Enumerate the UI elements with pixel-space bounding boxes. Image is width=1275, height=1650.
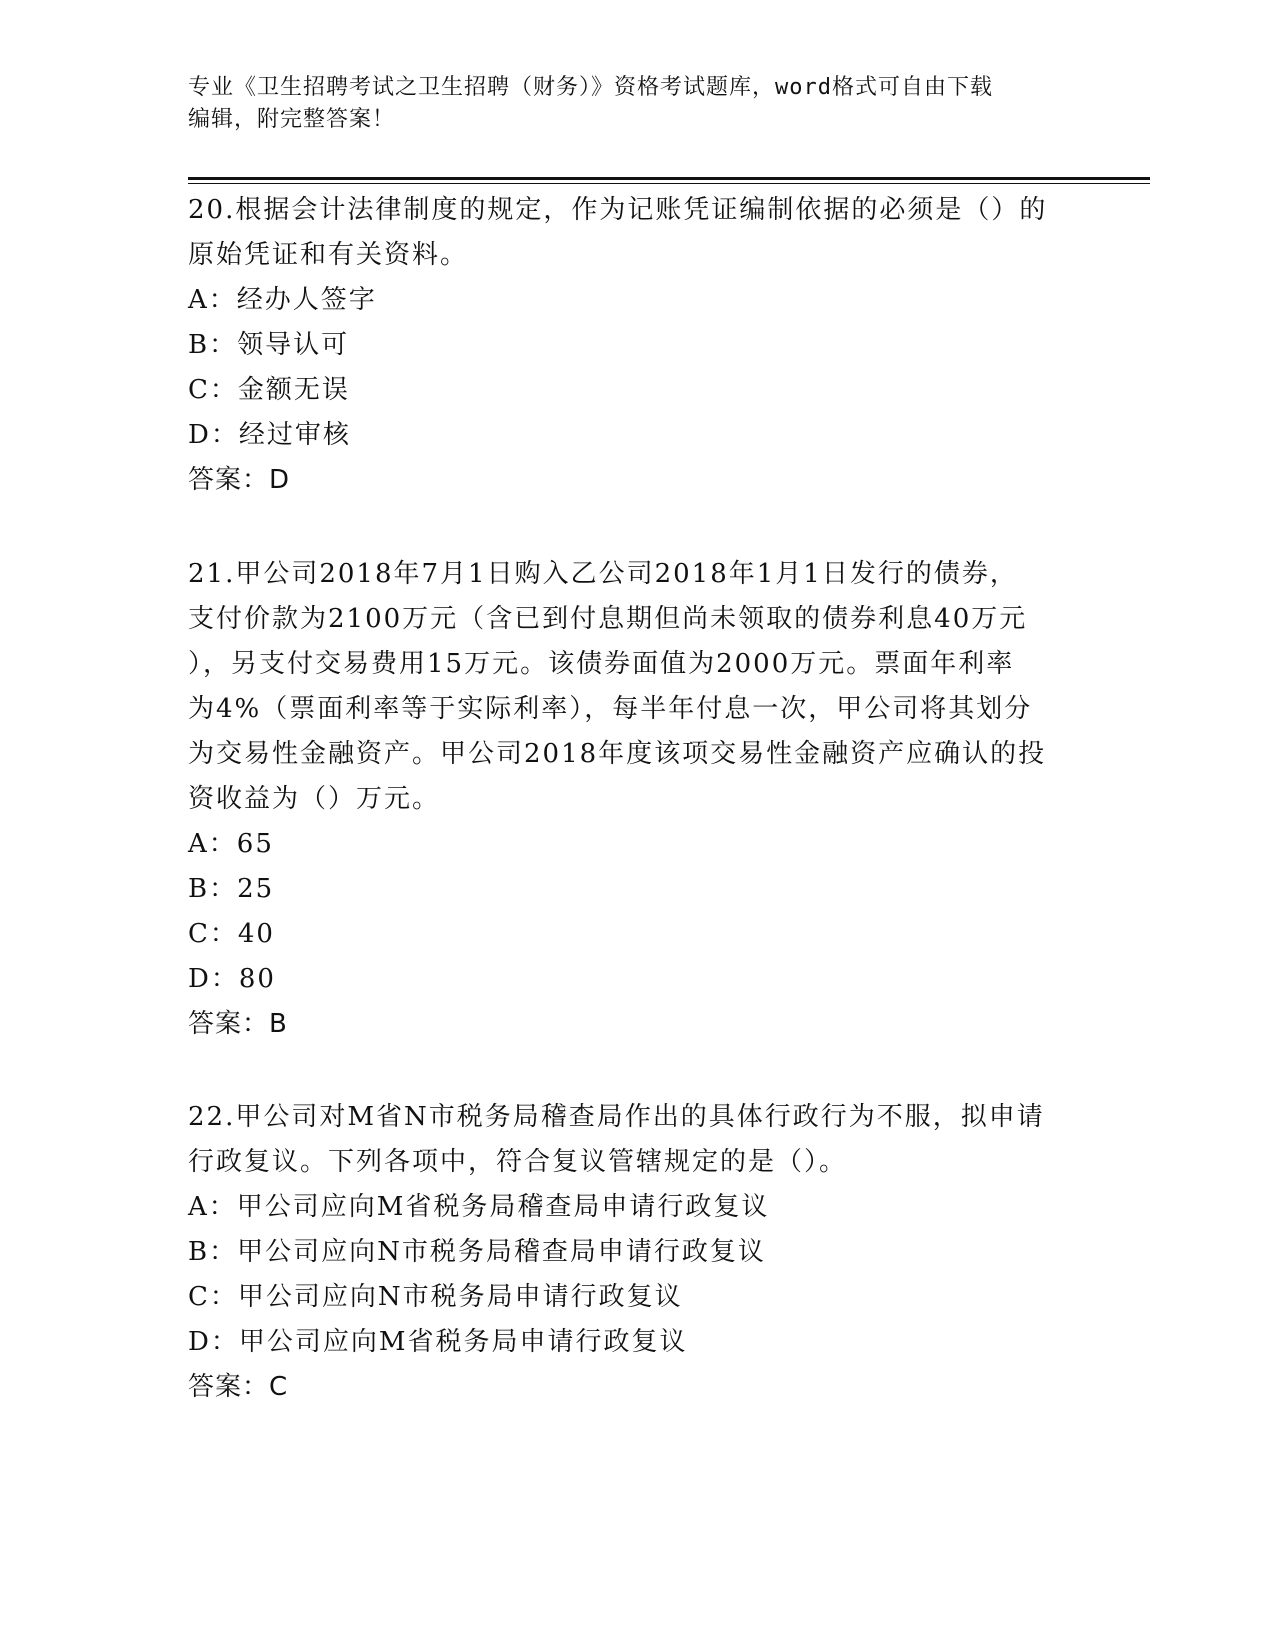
answer: 答案：B [188,1009,288,1039]
option-b: B：25 [188,874,275,904]
option-c: C：40 [188,919,275,949]
answer: 答案：D [188,465,291,495]
option-b: B：甲公司应向N市税务局稽查局申请行政复议 [188,1237,766,1267]
option-d: D：80 [188,964,276,994]
question-21 [188,552,1088,1047]
question-22 [188,1095,1088,1410]
question-stem: 21.甲公司2018年7月1日购入乙公司2018年1月1日发行的债券， 支付价款为2100万元（含已到付息期但尚未领取的债券利息40万元 ），另支付交易费用15万元。该债券面值为2000万元。票面年利率 为4%（票面利率等于实际利率），每半年付息一次，甲公司将其划分 为交易性金融资产。甲公司2018年度该项交易性金融资产应确认的投 资收益为（）万元。 [188,559,1047,814]
document-header [188,72,1088,136]
option-c: C：甲公司应向N市税务局申请行政复议 [188,1282,683,1312]
option-d: D：经过审核 [188,420,351,450]
question-20 [188,188,1088,503]
header-divider-thin [188,183,1150,184]
header-line-2: 编辑，附完整答案！ [188,107,396,132]
header-line-1: 专业《卫生招聘考试之卫生招聘（财务）》资格考试题库，word格式可自由下载 [188,75,993,100]
option-b: B：领导认可 [188,330,350,360]
option-c: C：金额无误 [188,375,350,405]
answer: 答案：C [188,1372,289,1402]
question-stem: 22.甲公司对M省N市税务局稽查局作出的具体行政行为不服，拟申请 行政复议。下列各项中，符合复议管辖规定的是（）。 [188,1102,1045,1177]
option-d: D：甲公司应向M省税务局申请行政复议 [188,1327,688,1357]
header-divider-thick [188,177,1150,180]
option-a: A：经办人签字 [188,285,377,315]
option-a: A：65 [188,829,274,859]
option-a: A：甲公司应向M省税务局稽查局申请行政复议 [188,1192,770,1222]
question-stem: 20.根据会计法律制度的规定，作为记账凭证编制依据的必须是（）的 原始凭证和有关资料。 [188,195,1048,270]
